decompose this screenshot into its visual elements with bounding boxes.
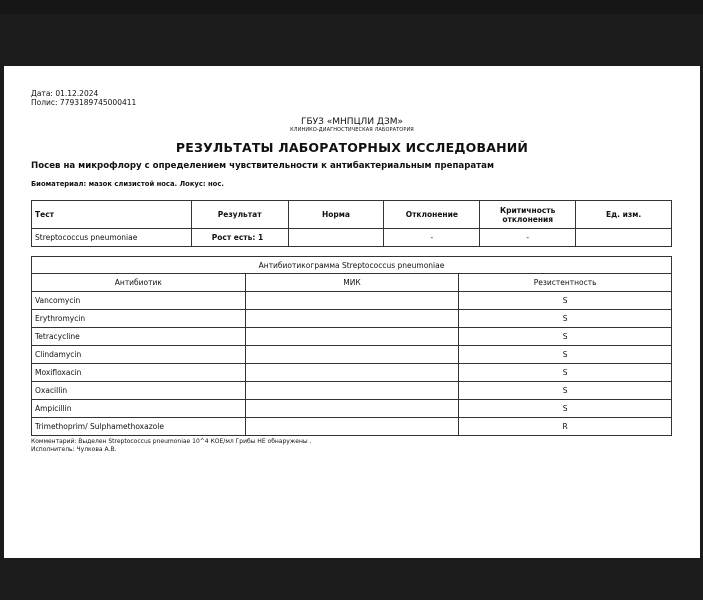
mic-value	[245, 418, 459, 436]
table-row	[32, 292, 672, 310]
page-title: РЕЗУЛЬТАТЫ ЛАБОРАТОРНЫХ ИССЛЕДОВАНИЙ	[175, 140, 529, 155]
antibiotic-name: Trimethoprim/ Sulphamethoxazole	[32, 418, 246, 436]
antibiotic-name: Vancomycin	[32, 292, 246, 310]
cell-norm	[288, 229, 384, 247]
antibiotic-name: Ampicillin	[32, 400, 246, 418]
cell-deviation: -	[384, 229, 480, 247]
cell-test: Streptococcus pneumoniae	[32, 229, 192, 247]
analysis-subtitle: Посев на микрофлору с определением чувствительности к антибактериальным препаратам	[31, 161, 494, 171]
table-row	[32, 346, 672, 364]
antibiotic-name: Clindamycin	[32, 346, 246, 364]
antibiotic-name: Tetracycline	[32, 328, 246, 346]
resistance-value: S	[459, 346, 672, 364]
cell-result: Рост есть: 1	[191, 229, 288, 247]
antibiogram-caption: Антибиотикограмма Streptococcus pneumoniae	[32, 257, 672, 274]
resistance-value: S	[459, 364, 672, 382]
results-table	[31, 200, 672, 247]
table-row	[32, 310, 672, 328]
cell-units	[576, 229, 672, 247]
mic-value	[245, 400, 459, 418]
resistance-value: S	[459, 292, 672, 310]
antibiogram-caption-row	[32, 257, 672, 274]
mic-value	[245, 292, 459, 310]
resistance-value: S	[459, 328, 672, 346]
biomaterial-text: Биоматериал: мазок слизистой носа. Локус: нос.	[31, 180, 224, 188]
resistance-value: S	[459, 400, 672, 418]
resistance-value: S	[459, 382, 672, 400]
table-row	[32, 328, 672, 346]
document-page	[4, 66, 700, 558]
table-row	[32, 382, 672, 400]
cell-criticality: -	[480, 229, 576, 247]
mic-value	[245, 364, 459, 382]
viewer-top-bar	[0, 0, 703, 14]
header-cell-resistance: Резистентность	[459, 274, 672, 292]
comment-text: Комментарий: Выделен Streptococcus pneumoniae 10^4 КОЕ/мл Грибы НЕ обнаружены .	[31, 438, 312, 445]
table-row	[32, 229, 672, 247]
mic-value	[245, 346, 459, 364]
header-cell-antibiotic: Антибиотик	[32, 274, 246, 292]
header-cell-deviation: Отклонение	[384, 201, 480, 229]
table-row	[32, 418, 672, 436]
mic-value	[245, 382, 459, 400]
laboratory-name: КЛИНИКО-ДИАГНОСТИЧЕСКАЯ ЛАБОРАТОРИЯ	[290, 127, 414, 133]
header-cell-result: Результат	[191, 201, 288, 229]
executor-text: Исполнитель: Чулкова А.В.	[31, 446, 117, 453]
antibiotic-name: Erythromycin	[32, 310, 246, 328]
resistance-value: S	[459, 310, 672, 328]
policy-text: Полис: 7793189745000411	[31, 98, 137, 107]
date-text: Дата: 01.12.2024	[31, 89, 99, 98]
antibiogram-table	[31, 256, 672, 436]
header-cell-criticality: Критичность отклонения	[480, 201, 576, 229]
mic-value	[245, 328, 459, 346]
antibiogram-header-row	[32, 274, 672, 292]
header-cell-units: Ед. изм.	[576, 201, 672, 229]
antibiotic-name: Oxacillin	[32, 382, 246, 400]
antibiotic-name: Moxifloxacin	[32, 364, 246, 382]
results-header-row	[32, 201, 672, 229]
resistance-value: R	[459, 418, 672, 436]
organization-name: ГБУЗ «МНПЦЛИ ДЗМ»	[300, 117, 403, 127]
header-cell-test: Тест	[32, 201, 192, 229]
header-cell-mic: МИК	[245, 274, 459, 292]
table-row	[32, 400, 672, 418]
table-row	[32, 364, 672, 382]
header-cell-norm: Норма	[288, 201, 384, 229]
mic-value	[245, 310, 459, 328]
